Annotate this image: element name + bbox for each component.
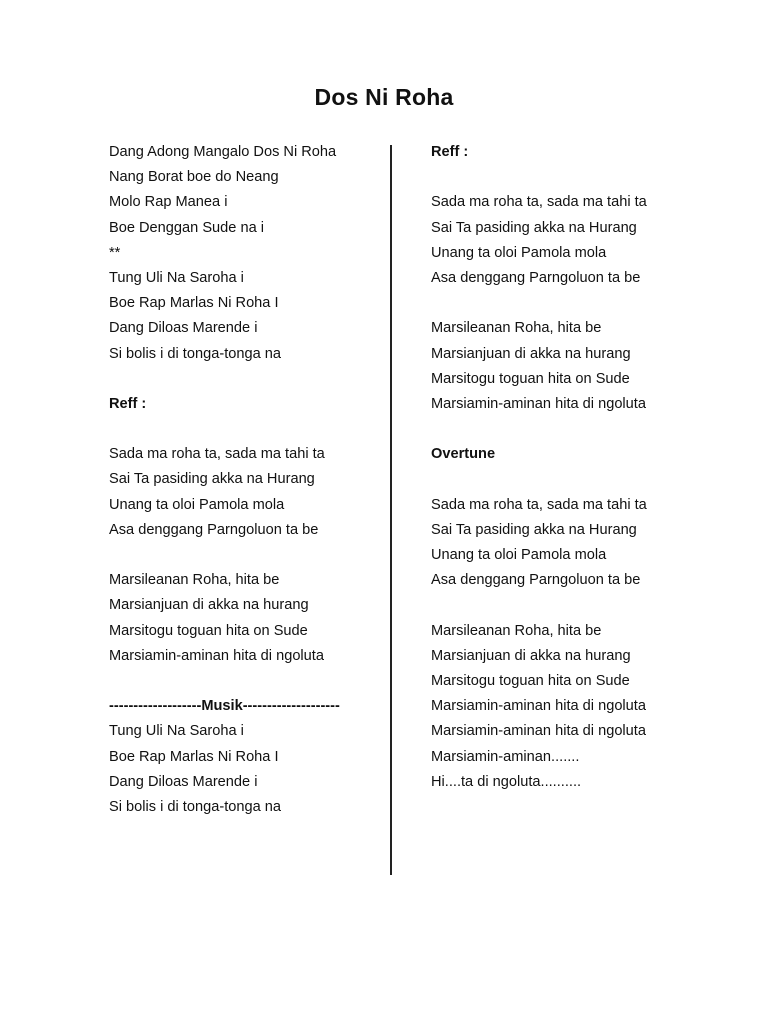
lyric-line: Sada ma roha ta, sada ma tahi ta: [431, 496, 647, 513]
lyric-line: Marsileanan Roha, hita be: [109, 572, 280, 589]
lyric-line: Marsitogu toguan hita on Sude: [431, 370, 630, 387]
lyric-line: Unang ta oloi Pamola mola: [431, 547, 607, 563]
lyric-line: Sada ma roha ta, sada ma tahi ta: [109, 446, 325, 463]
lyrics-left-column: [109, 140, 384, 820]
blank-line: [431, 417, 721, 442]
lyric-line: Nang Borat boe do Neang: [109, 169, 279, 186]
blank-line: [431, 593, 721, 618]
lyric-line: Boe Denggan Sude na i: [109, 219, 264, 236]
lyric-line: Marsiamin-aminan hita di ngoluta: [431, 723, 646, 740]
lyric-line: Unang ta oloi Pamola mola: [431, 244, 607, 261]
lyric-line: Marsianjuan di akka na hurang: [431, 345, 631, 362]
section-heading: Reff :: [431, 144, 469, 160]
lyric-line: Sai Ta pasiding akka na Hurang: [431, 521, 637, 538]
lyric-line: Marsitogu toguan hita on Sude: [109, 622, 308, 639]
blank-line: [109, 367, 384, 392]
lyric-line: Si bolis i di tonga-tonga na: [109, 345, 281, 362]
lyrics-right-column: [431, 140, 721, 795]
lyric-line: Si bolis i di tonga-tonga na: [109, 798, 281, 815]
lyric-line: **: [109, 244, 121, 261]
lyric-line: Asa denggang Parngoluon ta be: [431, 572, 641, 589]
blank-line: [109, 417, 384, 442]
lyric-line: Marsileanan Roha, hita be: [431, 320, 602, 337]
lyric-line: Asa denggang Parngoluon ta be: [109, 521, 319, 538]
lyric-line: Unang ta oloi Pamola mola: [109, 496, 285, 513]
lyric-line: Marsiamin-aminan.......: [431, 748, 580, 765]
lyric-line: Dang Adong Mangalo Dos Ni Roha: [109, 144, 337, 160]
lyric-line: Boe Rap Marlas Ni Roha I: [109, 295, 279, 312]
lyric-line: Sai Ta pasiding akka na Hurang: [109, 471, 315, 488]
section-heading: -------------------Musik--------------------: [109, 698, 340, 715]
blank-line: [109, 543, 384, 568]
section-heading: Overtune: [431, 446, 496, 463]
lyric-line: Boe Rap Marlas Ni Roha I: [109, 748, 279, 765]
blank-line: [109, 669, 384, 694]
lyric-line: Marsianjuan di akka na hurang: [109, 597, 309, 614]
lyric-line: Dang Diloas Marende i: [109, 320, 258, 337]
lyric-line: Asa denggang Parngoluon ta be: [431, 269, 641, 286]
lyric-line: Tung Uli Na Saroha i: [109, 723, 244, 740]
lyric-line: Marsiamin-aminan hita di ngoluta: [431, 395, 646, 412]
lyric-line: Marsiamin-aminan hita di ngoluta: [109, 647, 324, 664]
lyric-line: Marsitogu toguan hita on Sude: [431, 672, 630, 689]
blank-line: [431, 467, 721, 492]
column-divider: [390, 145, 392, 875]
lyric-line: Tung Uli Na Saroha i: [109, 269, 244, 286]
lyric-line: Sada ma roha ta, sada ma tahi ta: [431, 194, 647, 211]
lyric-line: Marsianjuan di akka na hurang: [431, 647, 631, 664]
lyric-line: Hi....ta di ngoluta..........: [431, 773, 582, 790]
document-title: Dos Ni Roha: [314, 84, 454, 110]
blank-line: [431, 165, 721, 190]
lyric-line: Dang Diloas Marende i: [109, 773, 258, 790]
lyric-line: Molo Rap Manea i: [109, 194, 228, 211]
section-heading: Reff :: [109, 395, 147, 412]
lyric-line: Marsiamin-aminan hita di ngoluta: [431, 698, 646, 715]
lyric-line: Sai Ta pasiding akka na Hurang: [431, 219, 637, 236]
lyric-line: Marsileanan Roha, hita be: [431, 622, 602, 639]
blank-line: [431, 291, 721, 316]
